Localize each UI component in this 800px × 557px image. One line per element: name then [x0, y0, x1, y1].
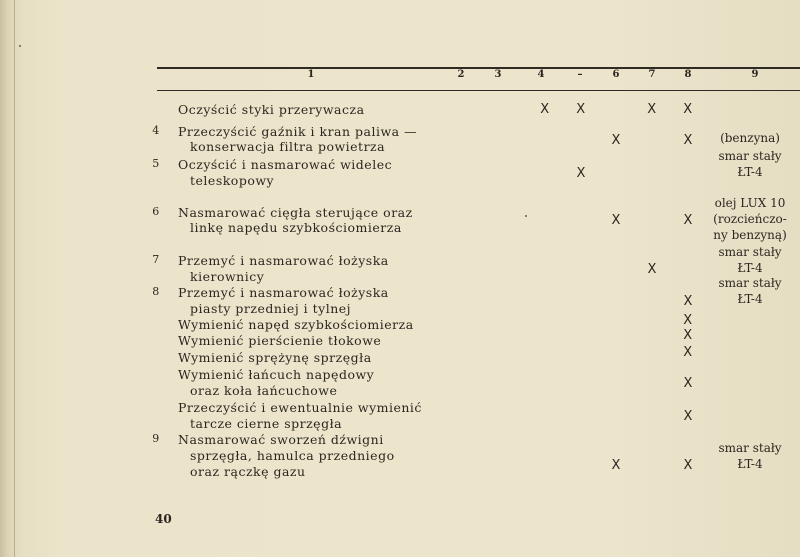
- check-mark: X: [611, 213, 621, 228]
- binding-gutter: [14, 0, 15, 557]
- lubricant-note: olej LUX 10: [714, 196, 786, 210]
- table-header-rule: [157, 90, 800, 91]
- lubricant-note: smar stały: [718, 441, 782, 455]
- column-header-7: 7: [648, 69, 656, 80]
- paper-speck: [19, 45, 21, 47]
- column-header-3: 3: [494, 69, 502, 80]
- row-task-text: Przemyć i nasmarować łożyska: [178, 253, 389, 268]
- row-task-text: oraz koła łańcuchowe: [190, 383, 338, 398]
- column-header-2: 2: [457, 69, 465, 80]
- row-task-text: teleskopowy: [190, 173, 275, 188]
- row-task-text: Przeczyścić i ewentualnie wymienić: [178, 400, 422, 415]
- check-mark: X: [683, 294, 693, 309]
- row-number: 9: [152, 432, 160, 445]
- check-mark: X: [683, 409, 693, 424]
- lubricant-note: smar stały: [718, 149, 782, 163]
- check-mark: X: [611, 133, 621, 148]
- column-header-1: 1: [307, 69, 315, 80]
- row-task-text: Nasmarować sworzeń dźwigni: [178, 432, 384, 447]
- column-header-4: 4: [537, 69, 545, 80]
- lubricant-note: (rozcieńczo-: [713, 212, 787, 226]
- check-mark: X: [683, 458, 693, 473]
- page-number: 40: [155, 512, 172, 526]
- row-task-text: Przemyć i nasmarować łożyska: [178, 285, 389, 300]
- check-mark: X: [683, 102, 693, 117]
- lubricant-note: ŁT-4: [737, 457, 763, 471]
- row-task-text: Przeczyścić gaźnik i kran paliwa —: [178, 124, 418, 139]
- lubricant-note: smar stały: [718, 276, 782, 290]
- row-task-text: konserwacja filtra powietrza: [190, 139, 386, 154]
- lubricant-note: ŁT-4: [737, 261, 763, 275]
- row-task-text: piasty przedniej i tylnej: [190, 301, 352, 316]
- column-header-8: 8: [684, 69, 692, 80]
- check-mark: X: [647, 102, 657, 117]
- row-task-text: Oczyścić i nasmarować widelec: [178, 157, 393, 172]
- check-mark: X: [683, 213, 693, 228]
- table-top-rule: [157, 67, 800, 69]
- check-mark: X: [683, 313, 693, 328]
- row-task-text: tarcze cierne sprzęgła: [190, 416, 343, 431]
- check-mark: X: [611, 458, 621, 473]
- row-task-text: sprzęgła, hamulca przedniego: [190, 448, 395, 463]
- row-task-text: Oczyścić styki przerywacza: [178, 102, 365, 117]
- lubricant-note: ŁT-4: [737, 165, 763, 179]
- row-task-text: Wymienić łańcuch napędowy: [178, 367, 375, 382]
- row-task-text: Nasmarować cięgła sterujące oraz: [178, 205, 413, 220]
- row-task-text: oraz rączkę gazu: [190, 464, 306, 479]
- row-number: 5: [152, 157, 160, 170]
- lubricant-note: (benzyna): [720, 131, 780, 145]
- paper-speck: [525, 215, 527, 217]
- check-mark: X: [683, 133, 693, 148]
- column-header-6: 6: [612, 69, 620, 80]
- row-number: 4: [152, 124, 160, 137]
- check-mark: X: [576, 102, 586, 117]
- check-mark: X: [683, 328, 693, 343]
- row-number: 8: [152, 285, 160, 298]
- column-header-5: –: [577, 69, 583, 80]
- lubricant-note: ny benzyną): [713, 228, 787, 242]
- check-mark: X: [540, 102, 550, 117]
- check-mark: X: [576, 166, 586, 181]
- row-number: 7: [152, 253, 160, 266]
- row-number: 6: [152, 205, 160, 218]
- row-task-text: Wymienić napęd szybkościomierza: [178, 317, 414, 332]
- check-mark: X: [683, 345, 693, 360]
- row-task-text: linkę napędu szybkościomierza: [190, 220, 402, 235]
- row-task-text: kierownicy: [190, 269, 265, 284]
- lubricant-note: smar stały: [718, 245, 782, 259]
- column-header-9: 9: [751, 69, 759, 80]
- check-mark: X: [683, 376, 693, 391]
- row-task-text: Wymienić pierścienie tłokowe: [178, 333, 382, 348]
- lubricant-note: ŁT-4: [737, 292, 763, 306]
- check-mark: X: [647, 262, 657, 277]
- row-task-text: Wymienić sprężynę sprzęgła: [178, 350, 372, 365]
